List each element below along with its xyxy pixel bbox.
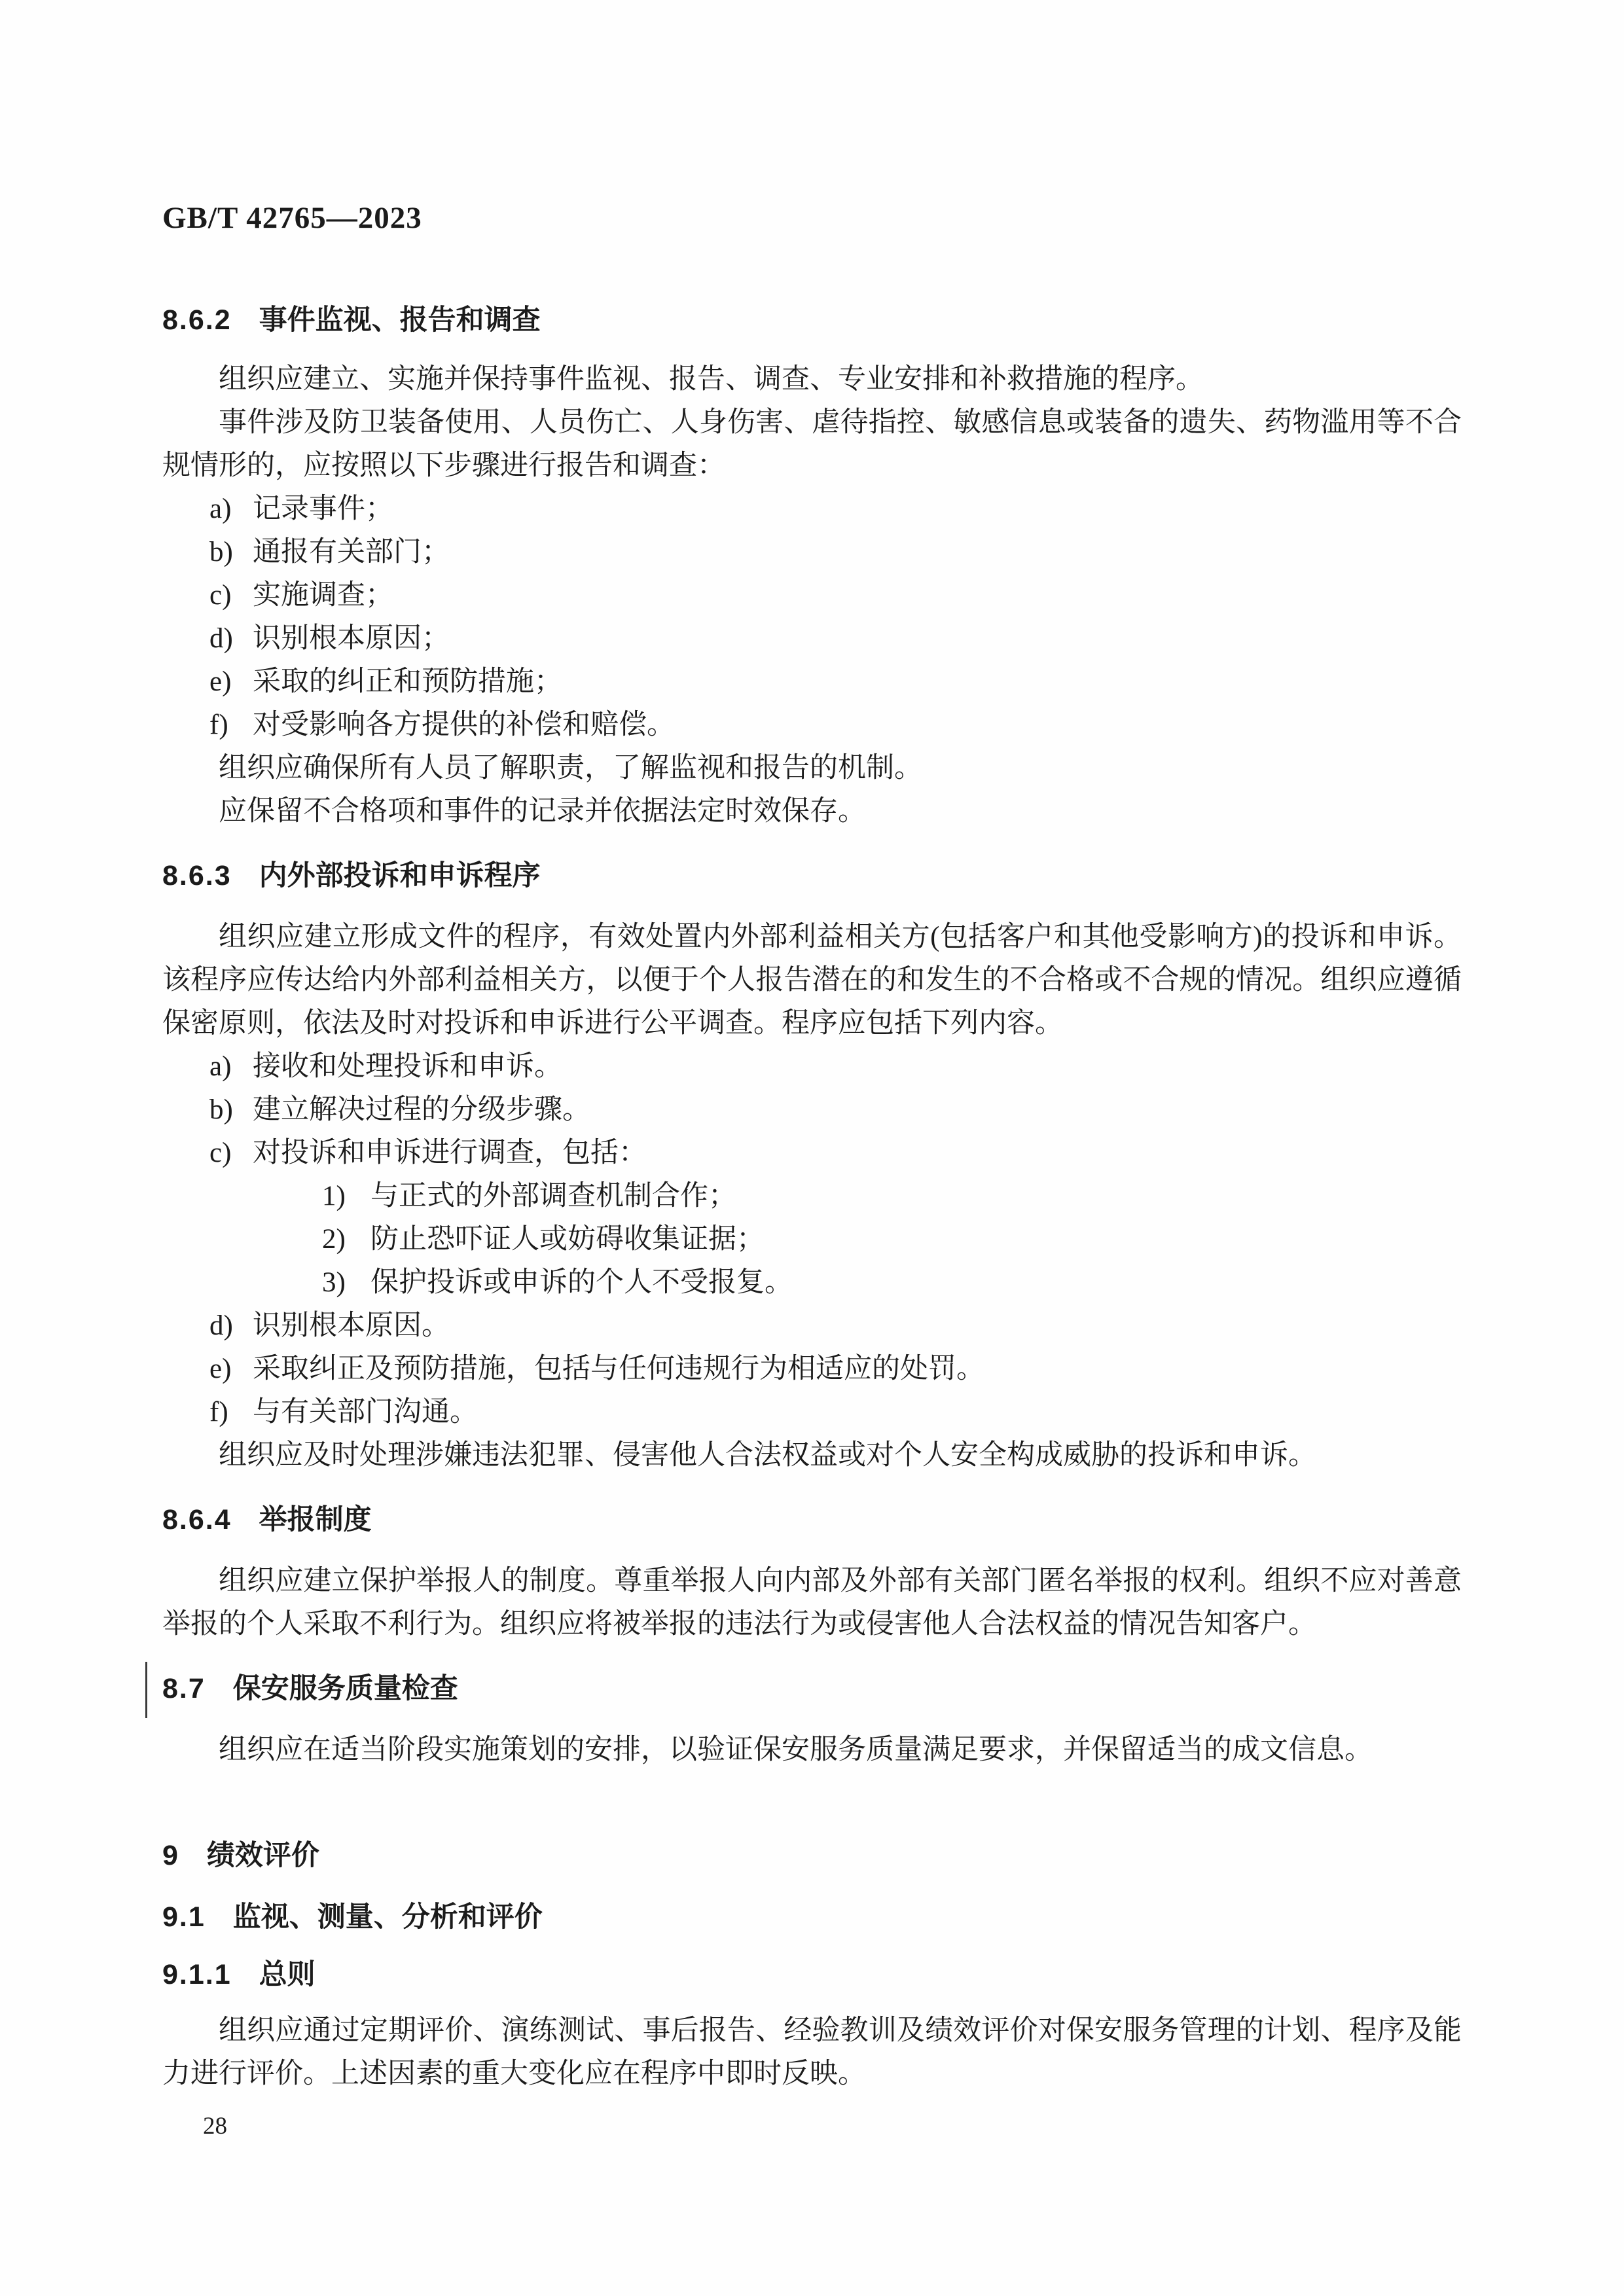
list-item: [162, 1348, 1462, 1391]
clause-heading-9-1-1: [162, 1953, 1462, 1996]
clause-title: 绩效评价: [206, 1840, 319, 1871]
paragraph: 组织应通过定期评价、演练测试、事后报告、经验教训及绩效评价对保安服务管理的计划、程序及能力进行评价。上述因素的重大变化应在程序中即时反映。: [162, 2015, 1462, 2089]
list-marker: c): [209, 580, 232, 611]
list-item-text: 接收和处理投诉和申诉。: [253, 1051, 562, 1082]
clause-number: 8.6.3: [162, 860, 232, 891]
list-item-text: 对投诉和申诉进行调查，包括：: [253, 1138, 647, 1168]
clause-title: 监视、测量、分析和评价: [232, 1901, 543, 1933]
list-item: [162, 1304, 1462, 1348]
list-item: [162, 1391, 1462, 1434]
list-item: [162, 574, 1462, 617]
clause-number: 9: [162, 1840, 179, 1871]
list-item: [162, 531, 1462, 574]
list-marker: a): [209, 493, 232, 524]
list-item-text: 记录事件；: [253, 493, 393, 524]
list-item-text: 采取的纠正和预防措施；: [253, 666, 562, 697]
clause-title: 举报制度: [259, 1504, 372, 1535]
list-item-text: 实施调查；: [253, 580, 393, 611]
list-item-text: 采取纠正及预防措施，包括与任何违规行为相适应的处罚。: [253, 1354, 984, 1384]
list-item: [162, 617, 1462, 660]
revision-change-bar: [145, 1662, 147, 1718]
page-number: 28: [203, 2113, 227, 2140]
list-marker: d): [209, 1310, 233, 1341]
clause-heading-8-6-4: [162, 1498, 1462, 1541]
list-item-text: 防止恐吓证人或妨碍收集证据；: [370, 1224, 765, 1255]
list-marker: 3): [322, 1267, 346, 1298]
list-marker: e): [209, 666, 232, 697]
list-marker: 2): [322, 1224, 346, 1255]
clause-title: 保安服务质量检查: [232, 1673, 458, 1704]
clause-title: 事件监视、报告和调查: [259, 304, 541, 336]
clause-number: 9.1: [162, 1901, 206, 1933]
list-item: [162, 704, 1462, 747]
paragraph: 组织应建立形成文件的程序，有效处置内外部利益相关方(包括客户和其他受影响方)的投诉和申诉。该程序应传达给内外部利益相关方，以便于个人报告潜在的和发生的不合格或不合规的情况。组织应遵循保密原则，依法及时对投诉和申诉进行公平调查。程序应包括下列内容。: [162, 922, 1462, 1039]
list-item-text: 识别根本原因。: [253, 1310, 450, 1341]
list-item: [162, 1045, 1462, 1088]
list-subitem: [162, 1175, 1462, 1218]
clause-number: 8.6.4: [162, 1504, 232, 1535]
paragraph: 组织应在适当阶段实施策划的安排，以验证保安服务质量满足要求，并保留适当的成文信息。: [219, 1734, 1373, 1765]
list-item-text: 保护投诉或申诉的个人不受报复。: [370, 1267, 793, 1298]
standard-number-header: GB/T 42765—2023: [162, 201, 422, 235]
list-marker: f): [209, 1397, 228, 1427]
list-marker: b): [209, 1094, 233, 1125]
list-marker: 1): [322, 1181, 346, 1211]
list-item-text: 建立解决过程的分级步骤。: [253, 1094, 590, 1125]
list-item-text: 与有关部门沟通。: [253, 1397, 478, 1427]
clause-number: 8.6.2: [162, 304, 232, 336]
clause-heading-8-6-2: [162, 298, 1462, 342]
list-marker: b): [209, 537, 233, 567]
clause-title: 总则: [259, 1959, 316, 1990]
list-item: [162, 660, 1462, 704]
list-item-text: 识别根本原因；: [253, 623, 450, 654]
list-item-text: 与正式的外部调查机制合作；: [370, 1181, 736, 1211]
list-marker: a): [209, 1051, 232, 1082]
list-item: [162, 488, 1462, 531]
list-marker: d): [209, 623, 233, 654]
paragraph: 组织应建立保护举报人的制度。尊重举报人向内部及外部有关部门匿名举报的权利。组织不应对善意举报的个人采取不利行为。组织应将被举报的违法行为或侵害他人合法权益的情况告知客户。: [162, 1566, 1462, 1640]
paragraph: 应保留不合格项和事件的记录并依据法定时效保存。: [219, 796, 866, 827]
list-marker: e): [209, 1354, 232, 1384]
clause-number: 8.7: [162, 1673, 206, 1704]
clause-heading-9: [162, 1834, 1462, 1877]
paragraph: 组织应确保所有人员了解职责，了解监视和报告的机制。: [219, 753, 922, 783]
list-marker: c): [209, 1138, 232, 1168]
list-item: [162, 1088, 1462, 1132]
list-marker: f): [209, 709, 228, 740]
paragraph: 组织应及时处理涉嫌违法犯罪、侵害他人合法权益或对个人安全构成威胁的投诉和申诉。: [219, 1440, 1316, 1471]
paragraph: 事件涉及防卫装备使用、人员伤亡、人身伤害、虐待指控、敏感信息或装备的遗失、药物滥用等不合规情形的，应按照以下步骤进行报告和调查：: [162, 407, 1462, 481]
list-subitem: [162, 1261, 1462, 1304]
clause-title: 内外部投诉和申诉程序: [259, 860, 541, 891]
clause-number: 9.1.1: [162, 1959, 232, 1990]
clause-heading-8-7: [162, 1667, 1462, 1710]
clause-heading-8-6-3: [162, 854, 1462, 897]
list-item-text: 对受影响各方提供的补偿和赔偿。: [253, 709, 675, 740]
list-item: [162, 1132, 1462, 1175]
list-subitem: [162, 1218, 1462, 1261]
paragraph: 组织应建立、实施并保持事件监视、报告、调查、专业安排和补救措施的程序。: [219, 364, 1204, 395]
list-item-text: 通报有关部门；: [253, 537, 450, 567]
clause-heading-9-1: [162, 1895, 1462, 1939]
